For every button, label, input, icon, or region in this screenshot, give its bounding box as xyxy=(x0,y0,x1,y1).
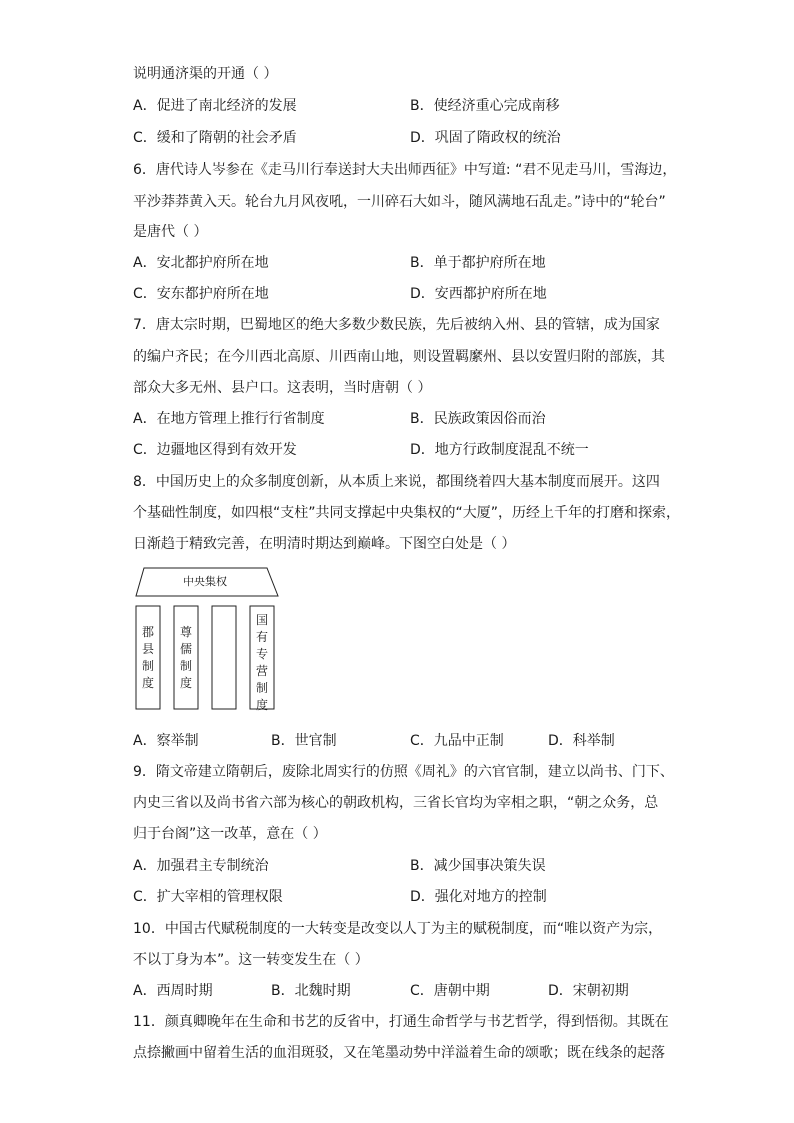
q9-option-d[interactable]: D．强化对地方的控制 xyxy=(410,889,547,905)
q5-option-b[interactable]: B．使经济重心完成南移 xyxy=(410,98,560,114)
q11-stem-line-1: 11．颜真卿晚年在生命和书艺的反省中，打通生命哲学与书艺哲学，得到悟彻。其既在 xyxy=(133,1014,669,1030)
q6-option-a[interactable]: A．安北都护府所在地 xyxy=(133,255,269,271)
q6-stem-line-3: 是唐代（ ） xyxy=(133,224,208,240)
q6-stem-line-2: 平沙莽莽黄入天。轮台九月风夜吼，一川碎石大如斗，随风满地石乱走。”诗中的“轮台” xyxy=(133,194,666,210)
q10-option-a[interactable]: A．西周时期 xyxy=(133,983,213,999)
q7-option-b[interactable]: B．民族政策因俗而治 xyxy=(410,411,546,427)
q8-stem-line-2: 个基础性制度，如四根“支柱”共同支撑起中央集权的“大厦”，历经上千年的打磨和探索， xyxy=(133,505,681,521)
q7-option-d[interactable]: D．地方行政制度混乱不统一 xyxy=(410,442,589,458)
q7-stem-line-2: 的编户齐民；在今川西北高原、川西南山地，则设置羁縻州、县以安置归附的部族，其 xyxy=(133,349,665,365)
q8-option-c[interactable]: C．九品中正制 xyxy=(410,733,504,749)
q11-stem-line-2: 点捺撇画中留着生活的血泪斑驳，又在笔墨动势中洋溢着生命的颂歌；既在线条的起落 xyxy=(133,1045,665,1061)
q10-stem-line-2: 不以丁身为本”。这一转变发生在（ ） xyxy=(133,952,369,968)
q8-option-b[interactable]: B．世官制 xyxy=(271,733,337,749)
q7-option-c[interactable]: C．边疆地区得到有效开发 xyxy=(133,442,297,458)
q9-option-a[interactable]: A．加强君主专制统治 xyxy=(133,858,269,874)
central-power-diagram xyxy=(130,566,290,716)
q8-option-a[interactable]: A．察举制 xyxy=(133,733,199,749)
q5-option-c[interactable]: C．缓和了隋朝的社会矛盾 xyxy=(133,130,297,146)
q5-option-a[interactable]: A．促进了南北经济的发展 xyxy=(133,98,297,114)
diagram-roof-label: 中央集权 xyxy=(183,575,227,588)
q5-stem: 说明通济渠的开通（ ） xyxy=(133,66,278,82)
q10-option-d[interactable]: D．宋朝初期 xyxy=(548,983,629,999)
q8-stem-line-1: 8．中国历史上的众多制度创新，从本质上来说，都围绕着四大基本制度而展开。这四 xyxy=(133,474,660,490)
q9-stem-line-1: 9．隋文帝建立隋朝后，废除北周实行的仿照《周礼》的六官官制，建立以尚书、门下、 xyxy=(133,764,674,780)
q6-option-d[interactable]: D．安西都护府所在地 xyxy=(410,286,547,302)
q6-option-c[interactable]: C．安东都护府所在地 xyxy=(133,286,269,302)
q8-option-d[interactable]: D．科举制 xyxy=(548,733,615,749)
q9-stem-line-3: 归于台阁”这一改革，意在（ ） xyxy=(133,826,327,842)
q6-stem-line-1: 6．唐代诗人岑参在《走马川行奉送封大夫出师西征》中写道: “君不见走马川，雪海边， xyxy=(133,162,677,178)
q10-option-b[interactable]: B．北魏时期 xyxy=(271,983,351,999)
q10-option-c[interactable]: C．唐朝中期 xyxy=(410,983,490,999)
diagram-pillar-2: 尊儒制度 xyxy=(179,625,192,690)
q10-stem-line-1: 10．中国古代赋税制度的一大转变是改变以人丁为主的赋税制度，而“唯以资产为宗， xyxy=(133,921,663,937)
q6-option-b[interactable]: B．单于都护府所在地 xyxy=(410,255,546,271)
q5-option-d[interactable]: D．巩固了隋政权的统治 xyxy=(410,130,561,146)
diagram-pillar-1: 郡县制度 xyxy=(141,625,154,690)
q7-stem-line-3: 部众大多无州、县户口。这表明，当时唐朝（ ） xyxy=(133,380,432,396)
pillar-3-box-blank xyxy=(212,606,236,709)
q8-stem-line-3: 日渐趋于精致完善，在明清时期达到巅峰。下图空白处是（ ） xyxy=(133,536,516,552)
q9-option-b[interactable]: B．减少国事决策失误 xyxy=(410,858,546,874)
q9-option-c[interactable]: C．扩大宰相的管理权限 xyxy=(133,889,283,905)
diagram-pillar-4: 国有专营制度 xyxy=(255,613,268,712)
q9-stem-line-2: 内史三省以及尚书省六部为核心的朝政机构，三省长官均为宰相之职，“朝之众务，总 xyxy=(133,795,659,811)
q7-stem-line-1: 7．唐太宗时期，巴蜀地区的绝大多数少数民族，先后被纳入州、县的管辖，成为国家 xyxy=(133,317,660,333)
q7-option-a[interactable]: A．在地方管理上推行行省制度 xyxy=(133,411,325,427)
